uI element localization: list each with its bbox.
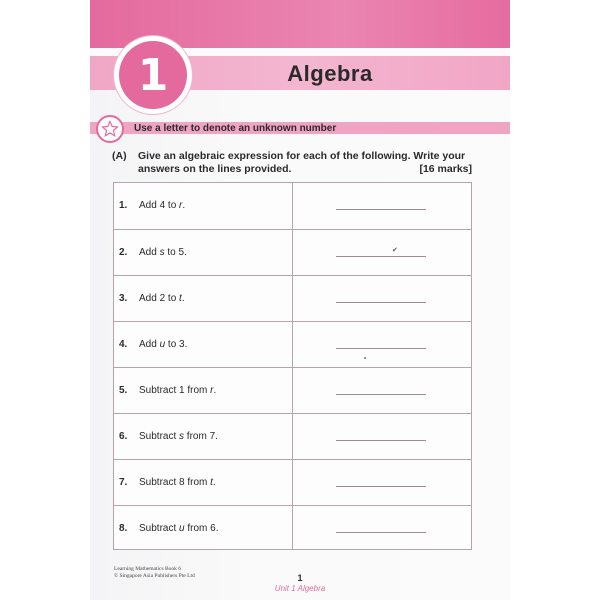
instruction-label: (A) — [112, 150, 127, 162]
question-text-post: from 6. — [184, 523, 219, 534]
table-row — [114, 229, 471, 275]
question-number: 7. — [119, 477, 128, 488]
footer-publisher: © Singapore Asia Publishers Pte Ltd — [114, 573, 195, 579]
question-number: 8. — [119, 523, 128, 534]
question-variable: u — [159, 339, 166, 350]
question-text — [139, 431, 218, 442]
question-text-pre: Subtract 1 from — [139, 385, 211, 396]
question-number: 3. — [119, 293, 128, 304]
question-text — [139, 385, 216, 396]
question-text — [139, 293, 185, 304]
answer-line[interactable] — [336, 256, 426, 257]
question-text-pre: Add 2 to — [139, 293, 180, 304]
table-row — [114, 183, 471, 229]
stray-dot — [364, 357, 366, 359]
table-row — [114, 275, 471, 321]
table-row — [114, 413, 471, 459]
question-text — [139, 200, 185, 211]
answer-line[interactable] — [336, 486, 426, 487]
question-number: 5. — [119, 385, 128, 396]
question-text — [139, 339, 187, 350]
question-text-post: to 3. — [165, 339, 188, 350]
table-row — [114, 505, 471, 551]
question-table — [113, 182, 472, 550]
table-row — [114, 459, 471, 505]
question-number: 4. — [119, 339, 128, 350]
answer-line[interactable] — [336, 394, 426, 395]
question-number: 1. — [119, 200, 128, 211]
question-variable: r — [179, 200, 183, 211]
question-variable: t — [210, 477, 213, 488]
question-text-post: from 7. — [184, 431, 218, 442]
table-row — [114, 321, 471, 367]
question-text-pre: Subtract 8 from — [139, 477, 211, 488]
question-text-post: . — [213, 385, 217, 396]
question-text-post: . — [182, 200, 186, 211]
marks-label: [16 marks] — [419, 163, 472, 175]
question-variable: s — [179, 431, 185, 442]
question-text-pre: Subtract — [139, 523, 180, 534]
question-text-post: . — [181, 293, 185, 304]
question-variable: s — [159, 247, 165, 258]
question-variable: u — [179, 523, 185, 534]
page-number: 1 — [297, 573, 303, 583]
question-number: 6. — [119, 431, 128, 442]
question-text-post: . — [212, 477, 216, 488]
answer-line[interactable] — [336, 440, 426, 441]
question-variable: r — [210, 385, 214, 396]
answer-line[interactable] — [336, 348, 426, 349]
footer-book: Learning Mathematics Book 6 — [114, 566, 182, 572]
answer-line[interactable] — [336, 209, 426, 210]
question-text-pre: Add — [139, 339, 160, 350]
workbook-page — [90, 0, 510, 600]
question-text — [139, 477, 216, 488]
topic-heading: Use a letter to denote an unknown number — [134, 123, 337, 134]
question-text-pre: Subtract — [139, 431, 180, 442]
tick-mark-icon: ✔ — [392, 247, 398, 254]
star-icon — [96, 115, 124, 143]
question-text-pre: Add 4 to — [139, 200, 180, 211]
page-title: Algebra — [287, 61, 373, 86]
chapter-number: 1 — [137, 49, 169, 101]
question-text — [139, 523, 219, 534]
question-number: 2. — [119, 247, 128, 258]
question-text-post: to 5. — [164, 247, 187, 258]
table-row — [114, 367, 471, 413]
instruction-text: Give an algebraic expression for each of the following. Write your answers on the lines provided. — [138, 150, 466, 175]
question-text-pre: Add — [139, 247, 160, 258]
unit-label: Unit 1 Algebra — [274, 584, 326, 593]
answer-line[interactable] — [336, 302, 426, 303]
question-variable: t — [179, 293, 182, 304]
question-text — [139, 247, 187, 258]
answer-line[interactable] — [336, 532, 426, 533]
